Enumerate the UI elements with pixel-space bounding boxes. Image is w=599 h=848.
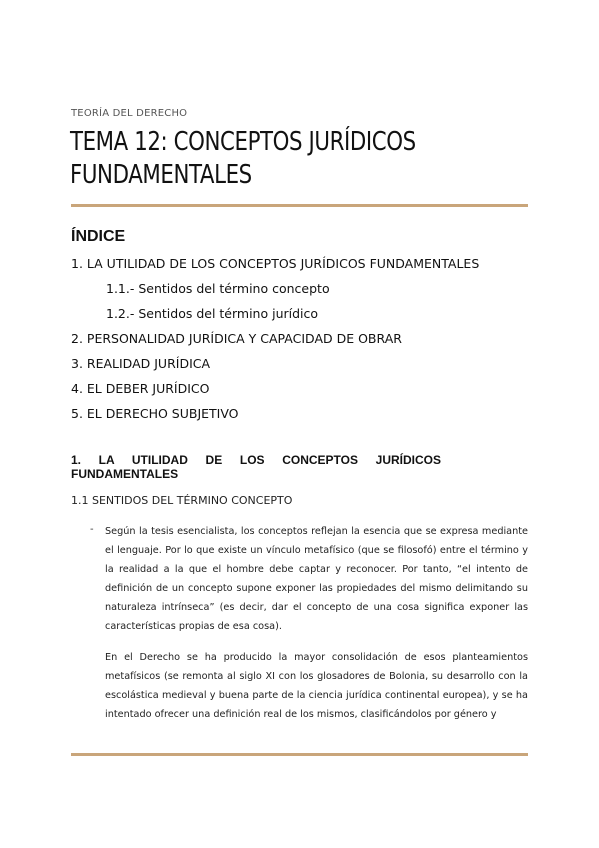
toc-item: 5. EL DERECHO SUBJETIVO — [71, 406, 239, 421]
title-line-1: TEMA 12: CONCEPTOS JURÍDICOS — [70, 127, 416, 157]
subsection-heading: 1.1 SENTIDOS DEL TÉRMINO CONCEPTO — [71, 494, 293, 507]
bullet-marker: - — [90, 524, 94, 535]
page-title — [70, 126, 455, 192]
index-heading: ÍNDICE — [71, 228, 126, 245]
table-of-contents — [71, 254, 531, 429]
toc-subitem: 1.1.- Sentidos del término concepto — [106, 281, 330, 296]
section-heading: 1. LA UTILIDAD DE LOS CONCEPTOS JURÍDICOS FUNDAMENTALES — [71, 453, 441, 481]
toc-subitem: 1.2.- Sentidos del término jurídico — [106, 306, 319, 321]
toc-item: 4. EL DEBER JURÍDICO — [71, 381, 210, 396]
body-paragraph: En el Derecho se ha producido la mayor consolidación de esos planteamientos metafísicos (se remonta al siglo XI con los glosadores de Bolonia, su desarrollo con la escolástica medieval y buena parte de la ciencia jurídica continental europea), y se ha intentado ofrecer una definición real de los mismos, clasificándolos por género y — [105, 652, 528, 720]
toc-item: 1. LA UTILIDAD DE LOS CONCEPTOS JURÍDICOS FUNDAMENTALES — [71, 256, 480, 271]
subject-label: TEORÍA DEL DERECHO — [71, 108, 188, 119]
bottom-divider — [71, 753, 528, 756]
body-paragraph: Según la tesis esencialista, los conceptos reflejan la esencia que se expresa mediante el lenguaje. Por lo que existe un vínculo metafísico (que se filosofó) entre el término y la realidad a la que el hombre debe captar y reconocer. Por tanto, “el intento de definición de un concepto supone exponer las propiedades del mismo delimitando su naturaleza intrínseca” (es decir, dar el concepto de una cosa significa exponer las características propias de esa cosa). — [105, 526, 528, 632]
top-divider — [71, 204, 528, 207]
title-line-2: FUNDAMENTALES — [70, 160, 252, 190]
toc-item: 2. PERSONALIDAD JURÍDICA Y CAPACIDAD DE OBRAR — [71, 331, 402, 346]
toc-item: 3. REALIDAD JURÍDICA — [71, 356, 211, 371]
